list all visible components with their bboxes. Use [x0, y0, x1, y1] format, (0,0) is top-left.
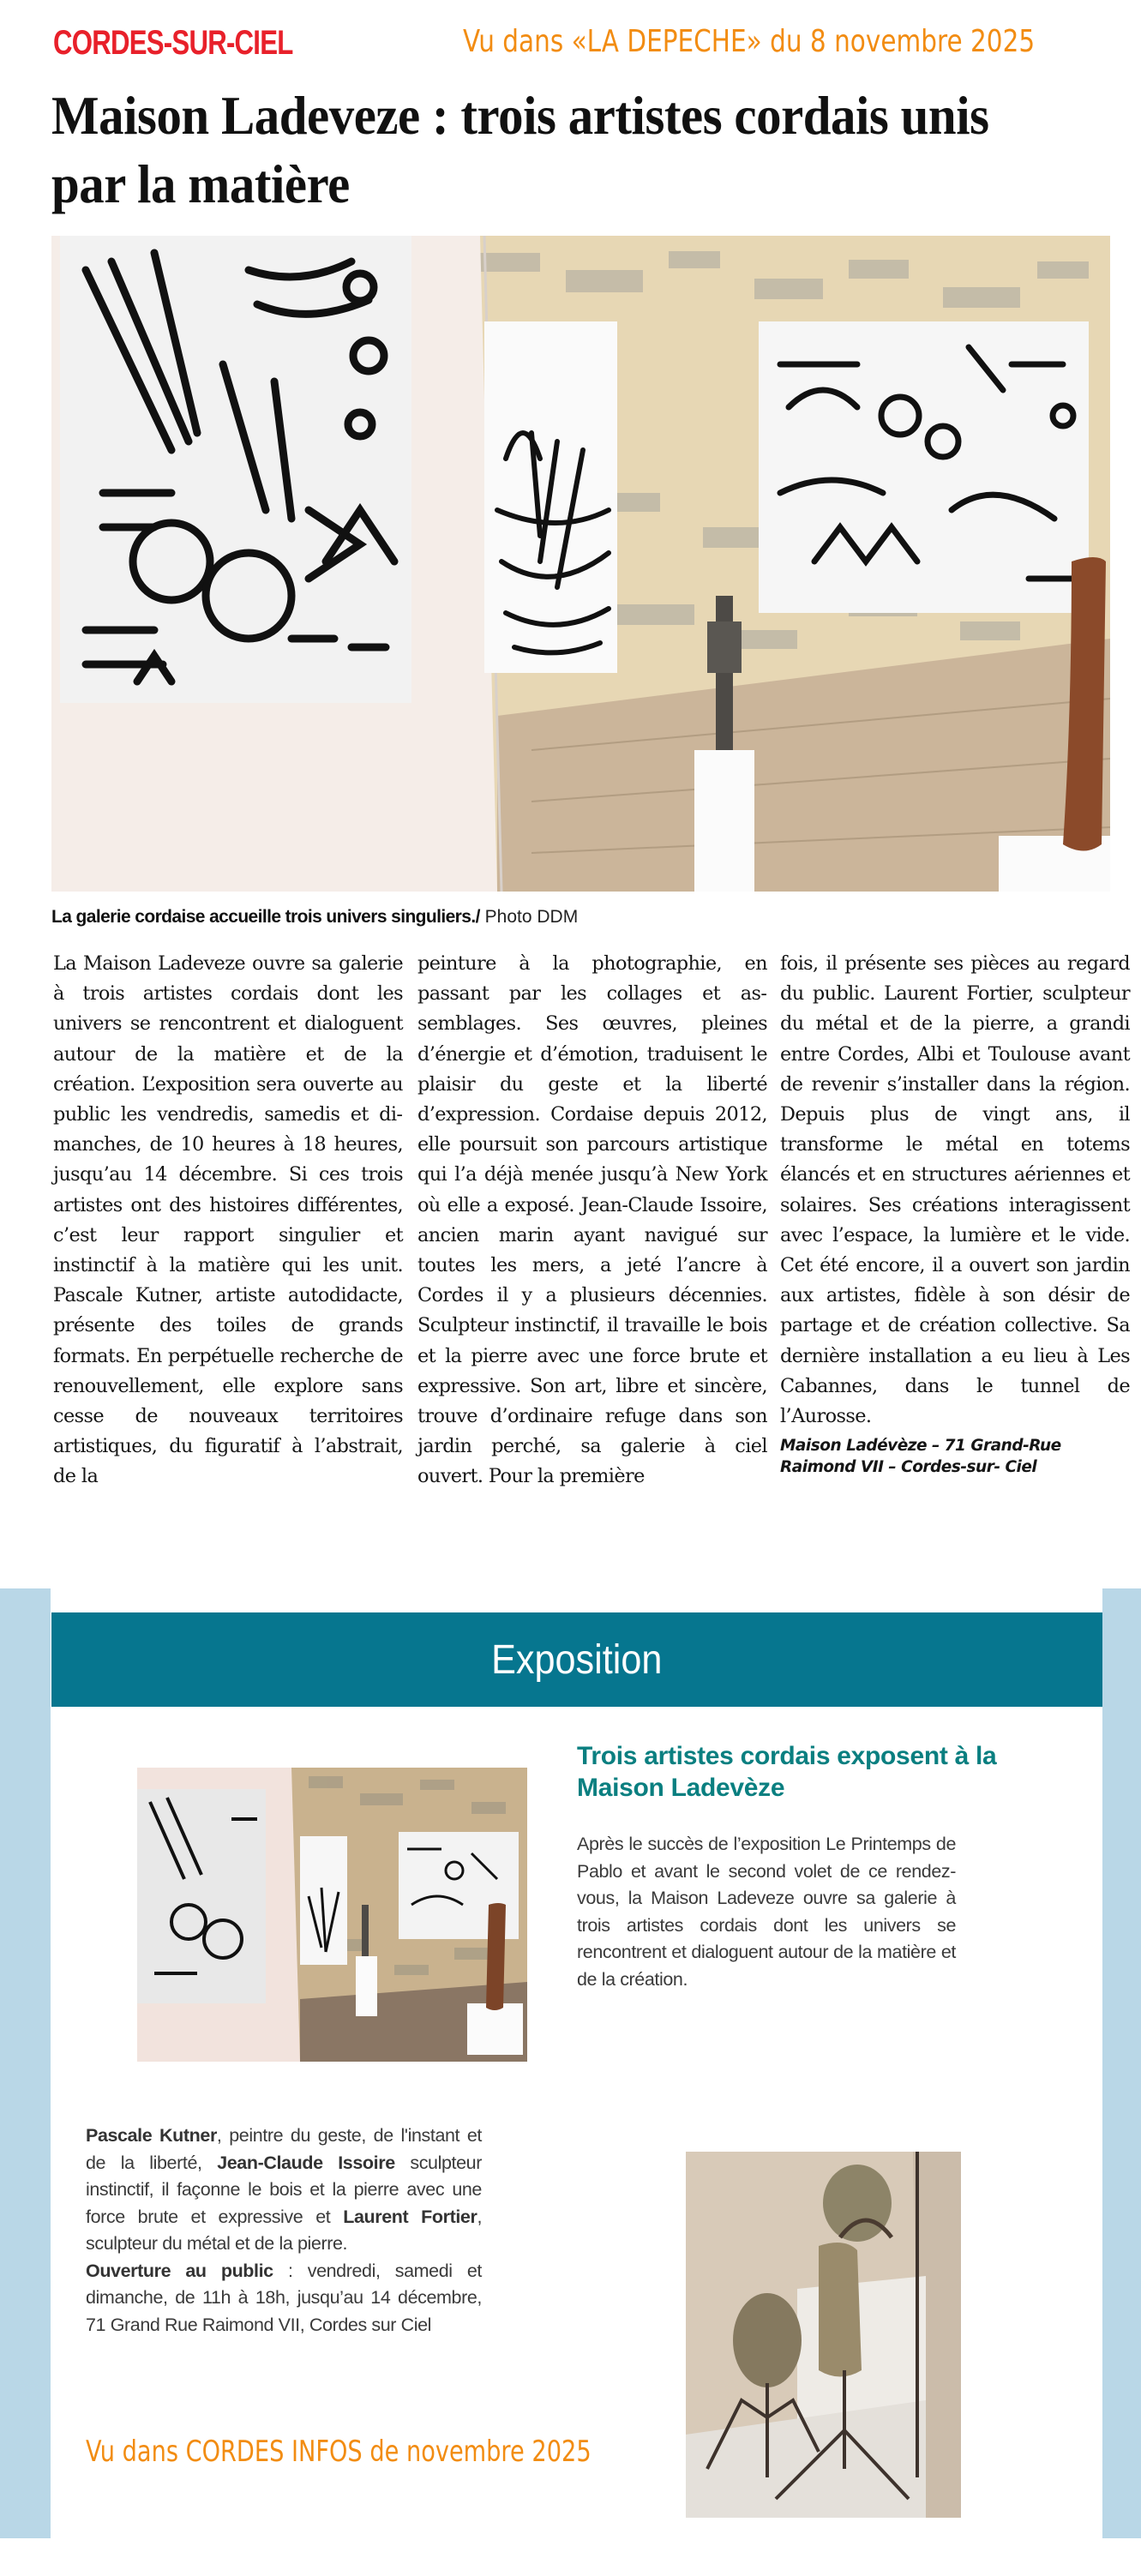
article-column-3 — [780, 949, 1130, 1478]
venue-address-line-2: Raimond VII – Cordes-sur- Ciel — [780, 1458, 1037, 1477]
opening-text: : vendredi, samedi et dimanche, de 11h à 18h, jusqu’au 14 décembre, 71 Grand Rue Raimond VII, Cordes sur Ciel — [86, 2260, 482, 2335]
photo-caption — [51, 907, 578, 928]
section-banner — [51, 1612, 1102, 1707]
bulletin-intro: Après le succès de l’exposition Le Printemps de Pablo et avant le second volet de ce rendez-vous, la Maison Ladeveze ouvre sa galerie à trois artistes cordais dont les univers se rencontrent et dialoguent autour de la matière et de la création. — [577, 1834, 956, 1990]
panel-border-left — [0, 1588, 51, 2538]
artist-name-fortier: Laurent Fortier — [343, 2206, 477, 2227]
panel-border-right — [1102, 1588, 1141, 2538]
article-column-3-text: fois, il présente ses pièces au regard du public. Laurent Fortier, sculpteur du métal et de la pierre, a grandi entre Cordes, Albi et Toulouse avant de revenir s’installer dans la région. Depuis plus de vingt ans, il transforme le métal en totems élancés et en structures aériennes et solaires. Ses créations interagissent avec l’espace, la lumière et le vide. Cet été encore, il a ouvert son jardin aux artistes, fidèle à son désir de partage et de création collective. Sa dernière installation a eu lieu à Les Cabannes, dans le tunnel de l’Aurosse. — [780, 952, 1130, 1428]
banner-title: Exposition — [491, 1636, 663, 1683]
source-note-depeche: Vu dans «LA DEPECHE» du 8 novembre 2025 — [463, 24, 1036, 59]
gallery-photo — [51, 236, 1110, 892]
artist-name-kutner: Pascale Kutner — [86, 2125, 217, 2146]
section-kicker: CORDES-SUR-CIEL — [53, 24, 293, 62]
artist-desc-kutner: , peintre du geste, de l'instant et de la liberté, — [86, 2125, 482, 2173]
photo-credit: Photo DDM — [479, 907, 579, 927]
bulletin-article-title: Trois artistes cordais exposent à la Maison Ladevèze — [577, 1742, 997, 1802]
article-column-2: peinture à la photographie, en passant par les collages et assemblages. Ses œuvres, pleines d’énergie et d’émotion, traduisent le plaisir du geste et la liberté d’expression. Cordaise depuis 2012, elle poursuit son parcours artistique qui l’a déjà menée jusqu’à New York où elle a exposé. Jean-Claude Issoire, ancien marin ayant navigué sur toutes les mers, a jeté l’ancre à Cordes il y a plusieurs décennies. Sculpteur instinctif, il travaille le bois et la pierre avec une force brute et expressive. Son art, libre et sincère, trouve d’ordinaire refuge dans son jardin perché, sa galerie à ciel ouvert. Pour la première — [417, 952, 767, 1488]
venue-address — [780, 1435, 1130, 1478]
gallery-photo-small — [137, 1768, 527, 2062]
article-headline: Maison Ladeveze : trois artistes cordais unis par la matière — [51, 85, 989, 214]
sculpture-photo — [686, 2152, 961, 2518]
artist-name-issoire: Jean-Claude Issoire — [217, 2152, 395, 2173]
article-column-1: La Maison Ladeveze ouvre sa galerie à trois artistes cordais dont les univers se rencontrent et dialoguent autour de la matière et de la création. L’exposition sera ouverte au public les vendredis, samedis et dimanches, de 10 heures à 18 heures, jusqu’au 14 décembre. Si ces trois artistes ont des histoires différentes, c’est leur rapport singulier et instinctif à la matière qui les unit. Pascale Kutner, artiste autodidacte, présente des toiles de grands formats. En perpétuelle recherche de renouvellement, elle explore sans cesse de nouveaux territoires artistiques, du figuratif à l’abstrait, de la — [53, 952, 403, 1488]
opening-label: Ouverture au public — [86, 2260, 273, 2281]
artist-desc-issoire: sculpteur instinctif, il façonne le bois et la pierre avec une force brute et expressive et — [86, 2152, 482, 2227]
artist-desc-fortier: , sculpteur du métal et de la pierre. — [86, 2206, 483, 2254]
source-note-cordes-infos: Vu dans CORDES INFOS de novembre 2025 — [86, 2435, 592, 2469]
venue-address-line-1: Maison Ladévèze – 71 Grand-Rue — [780, 1437, 1061, 1456]
bulletin-body — [86, 2123, 482, 2339]
caption-text: La galerie cordaise accueille trois univers singuliers./ — [51, 907, 480, 927]
